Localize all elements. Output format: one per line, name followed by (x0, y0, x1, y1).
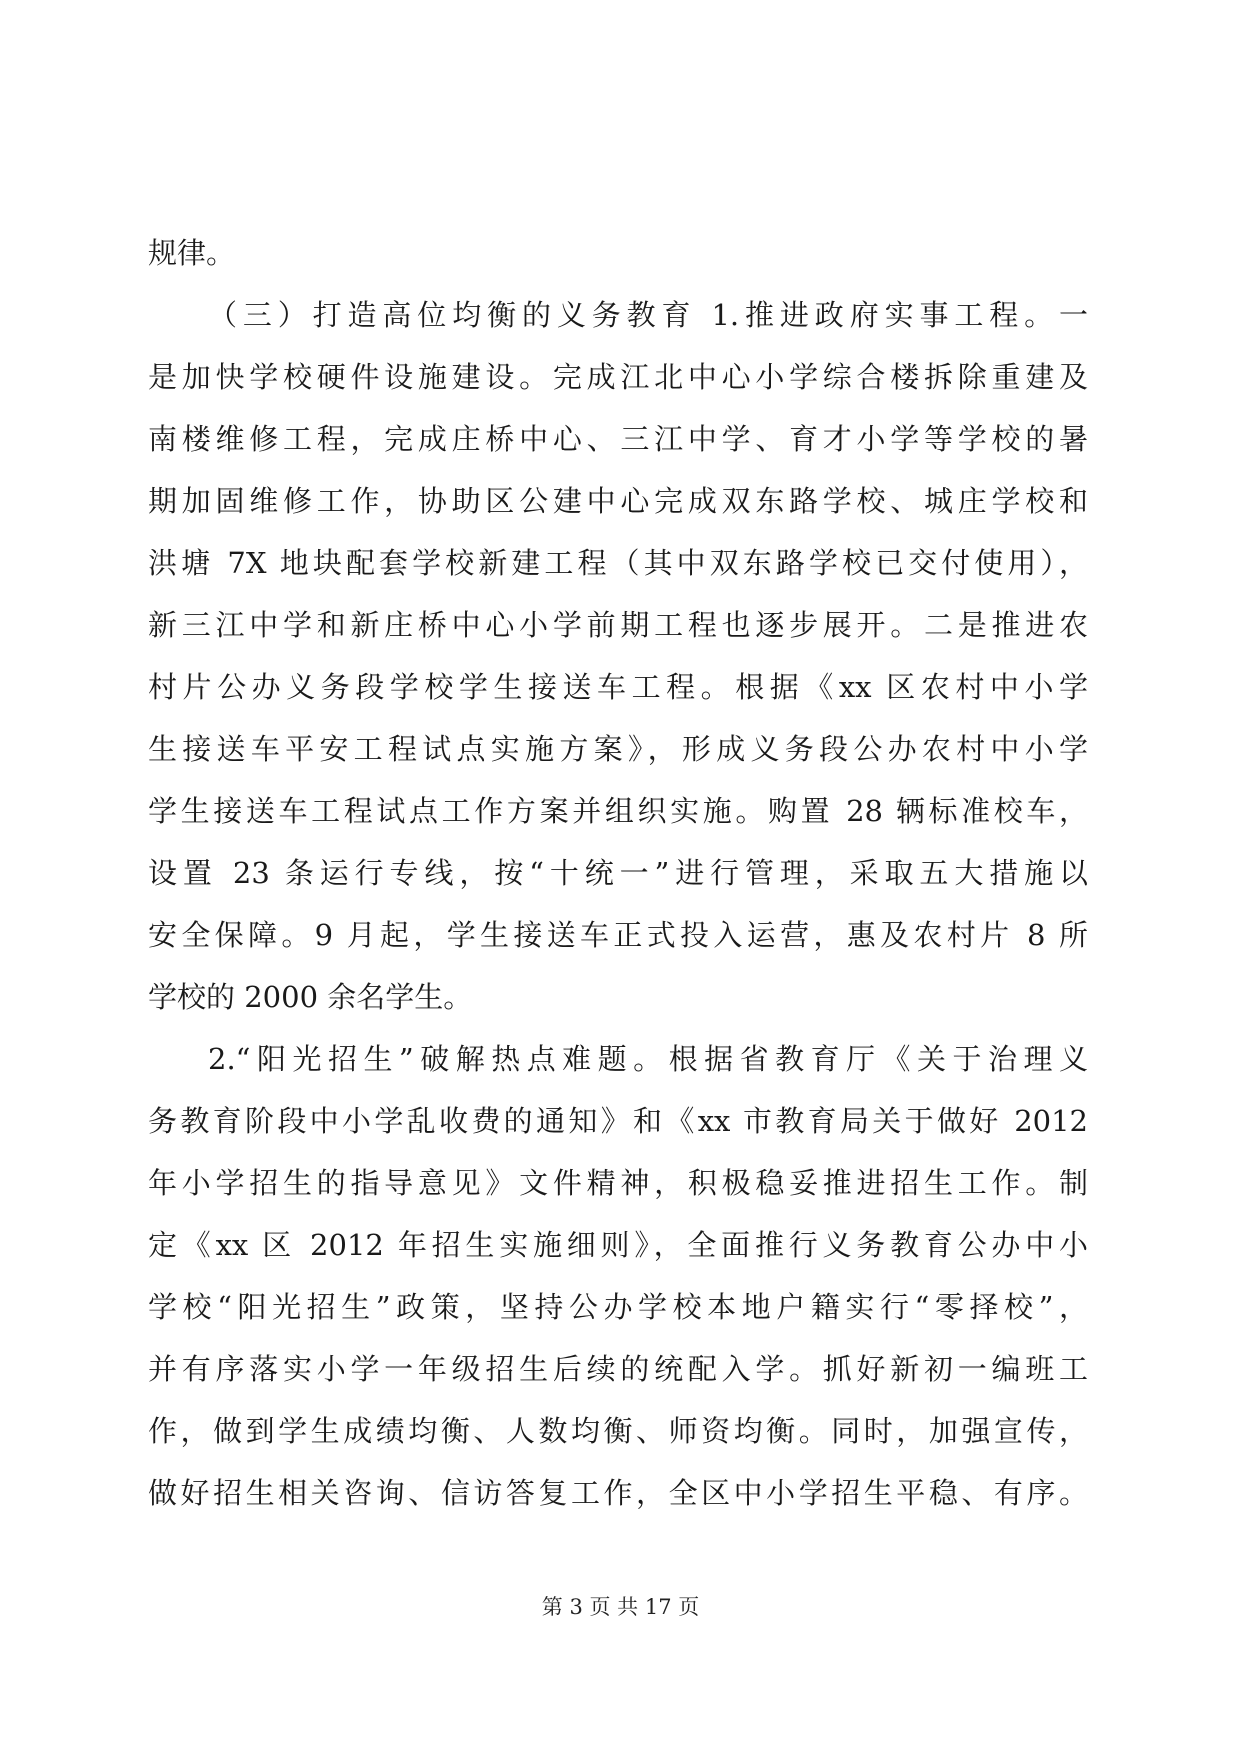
text-line: 作，做到学生成绩均衡、人数均衡、师资均衡。同时，加强宣传， (148, 1414, 1088, 1448)
text-line: （三）打造高位均衡的义务教育 1.推进政府实事工程。一 (208, 298, 1088, 332)
text-line: 新三江中学和新庄桥中心小学前期工程也逐步展开。二是推进农 (148, 608, 1088, 642)
text-line: 学校“阳光招生”政策，坚持公办学校本地户籍实行“零择校”， (148, 1290, 1088, 1324)
text-line: 学校的 2000 余名学生。 (148, 980, 473, 1014)
text-line: 生接送车平安工程试点实施方案》，形成义务段公办农村中小学 (148, 732, 1088, 766)
text-line: 期加固维修工作，协助区公建中心完成双东路学校、城庄学校和 (148, 484, 1088, 518)
text-line: 做好招生相关咨询、信访答复工作，全区中小学招生平稳、有序。 (148, 1476, 1088, 1510)
text-line: 洪塘 7X 地块配套学校新建工程（其中双东路学校已交付使用）， (148, 546, 1088, 580)
page-number-footer: 第 3 页 共 17 页 (541, 1595, 700, 1619)
document-body (148, 222, 1088, 1524)
text-line: 学生接送车工程试点工作方案并组织实施。购置 28 辆标准校车， (148, 794, 1088, 828)
text-line: 务教育阶段中小学乱收费的通知》和《xx 市教育局关于做好 2012 (148, 1104, 1088, 1138)
text-line: 规律。 (148, 236, 236, 270)
text-line: 南楼维修工程，完成庄桥中心、三江中学、育才小学等学校的暑 (148, 422, 1088, 456)
text-line: 定《xx 区 2012 年招生实施细则》，全面推行义务教育公办中小 (148, 1228, 1088, 1262)
text-line: 年小学招生的指导意见》文件精神，积极稳妥推进招生工作。制 (148, 1166, 1088, 1200)
text-line: 设置 23 条运行专线，按“十统一”进行管理，采取五大措施以 (148, 856, 1088, 890)
text-line: 安全保障。9 月起，学生接送车正式投入运营，惠及农村片 8 所 (148, 918, 1088, 952)
text-line: 并有序落实小学一年级招生后续的统配入学。抓好新初一编班工 (148, 1352, 1088, 1386)
text-line: 是加快学校硬件设施建设。完成江北中心小学综合楼拆除重建及 (148, 360, 1088, 394)
text-line: 村片公办义务段学校学生接送车工程。根据《xx 区农村中小学 (148, 670, 1088, 704)
text-line: 2.“阳光招生”破解热点难题。根据省教育厅《关于治理义 (208, 1042, 1088, 1076)
